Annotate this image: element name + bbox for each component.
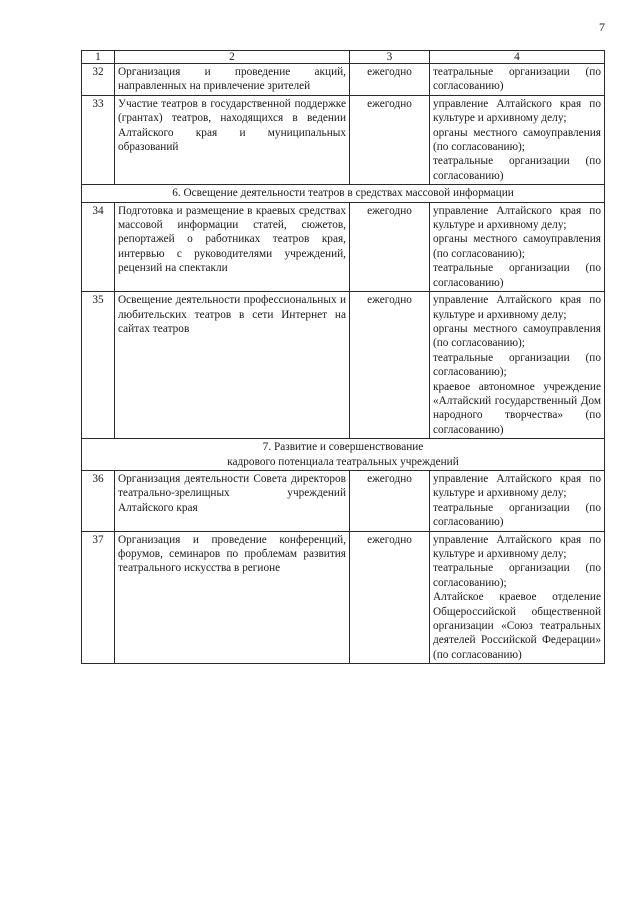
responsible-cell: [430, 531, 605, 664]
row-number: 33: [82, 95, 115, 184]
table-row: [82, 531, 605, 664]
row-number: 32: [82, 64, 115, 96]
deadline: ежегодно: [350, 531, 430, 664]
activity-description: Участие театров в государственной поддержке (грантах) театров, находящихся в ведении Алтайского края и муниципальных образований: [115, 95, 350, 184]
responsible-party: театральные организации (по согласованию): [433, 66, 601, 93]
row-number: 35: [82, 292, 115, 439]
table-row: [82, 292, 605, 439]
responsible-party: управление Алтайского края по культуре и архивному делу;: [433, 97, 601, 125]
column-header: 1: [82, 51, 115, 64]
section-row: [82, 439, 605, 471]
row-number: 34: [82, 202, 115, 291]
responsible-party: театральные организации (по согласованию);: [433, 562, 601, 589]
activity-description: Организация деятельности Совета директоров театрально-зрелищных учреждений Алтайского края: [115, 470, 350, 531]
activity-description: Организация и проведение акций, направленных на привлечение зрителей: [115, 64, 350, 96]
page-number: 7: [599, 20, 605, 34]
section-title-continued: кадрового потенциала театральных учреждений: [227, 455, 459, 468]
activity-description: Подготовка и размещение в краевых средствах массовой информации статей, сюжетов, репортажей о работниках театров края, интервью с руководителями учреждений, рецензий на спектакли: [115, 202, 350, 291]
deadline: ежегодно: [350, 95, 430, 184]
section-title: 7. Развитие и совершенствование: [262, 441, 424, 454]
row-number: 36: [82, 470, 115, 531]
responsible-party: органы местного самоуправления (по согласованию);: [433, 126, 601, 154]
responsible-party: театральные организации (по согласованию);: [433, 351, 601, 379]
column-header: 2: [115, 51, 350, 64]
responsible-party: органы местного самоуправления (по согласованию);: [433, 322, 601, 350]
responsible-cell: [430, 202, 605, 291]
column-header: 3: [350, 51, 430, 64]
responsible-party: управление Алтайского края по культуре и архивному делу;: [433, 533, 601, 560]
responsible-party: управление Алтайского края по культуре и архивному делу;: [433, 204, 601, 232]
responsible-party: управление Алтайского края по культуре и архивному делу;: [433, 472, 601, 500]
deadline: ежегодно: [350, 292, 430, 439]
table-row: [82, 95, 605, 184]
responsible-cell: [430, 64, 605, 96]
responsible-party: органы местного самоуправления (по согласованию);: [433, 233, 601, 260]
responsible-party: Алтайское краевое отделение Общероссийской общественной организации «Союз театральных деятелей Российской Федерации» (по согласованию): [433, 591, 601, 661]
activity-description: Организация и проведение конференций, форумов, семинаров по проблемам развития театрального искусства в регионе: [115, 531, 350, 664]
responsible-cell: [430, 292, 605, 439]
table-header-row: [82, 51, 605, 64]
section-title-cell: [82, 439, 605, 471]
deadline: ежегодно: [350, 470, 430, 531]
column-header: 4: [430, 51, 605, 64]
table-row: [82, 64, 605, 96]
section-row: [82, 185, 605, 202]
responsible-cell: [430, 470, 605, 531]
responsible-cell: [430, 95, 605, 184]
section-title: 6. Освещение деятельности театров в средствах массовой информации: [82, 185, 605, 202]
activity-description: Освещение деятельности профессиональных и любительских театров в сети Интернет на сайтах театров: [115, 292, 350, 439]
responsible-party: театральные организации (по согласованию): [433, 501, 601, 529]
responsible-party: управление Алтайского края по культуре и архивному делу;: [433, 294, 601, 321]
deadline: ежегодно: [350, 64, 430, 96]
responsible-party: театральные организации (по согласованию): [433, 155, 601, 182]
row-number: 37: [82, 531, 115, 664]
responsible-party: театральные организации (по согласованию): [433, 262, 601, 289]
plan-table: [81, 50, 605, 664]
responsible-party: краевое автономное учреждение «Алтайский государственный Дом народного творчества» (по согласованию): [433, 380, 601, 436]
table-row: [82, 202, 605, 291]
table-row: [82, 470, 605, 531]
deadline: ежегодно: [350, 202, 430, 291]
